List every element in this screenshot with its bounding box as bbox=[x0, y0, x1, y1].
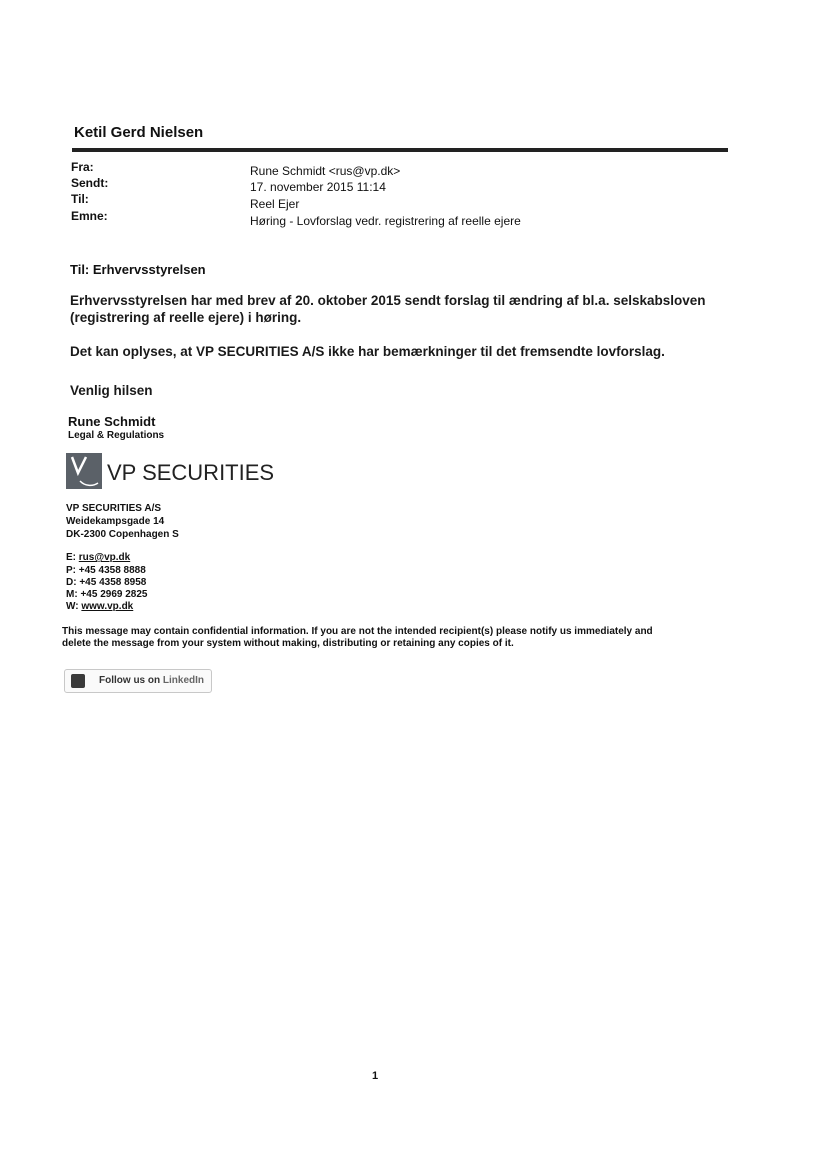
web-link[interactable]: www.vp.dk bbox=[81, 601, 134, 612]
page-number: 1 bbox=[372, 1070, 379, 1082]
recipient-heading: Til: Erhvervsstyrelsen bbox=[70, 262, 206, 277]
linkedin-icon bbox=[71, 674, 85, 688]
email-link[interactable]: rus@vp.dk bbox=[78, 552, 131, 563]
disclaimer-line-1: This message may contain confidential information. If you are not the intended recipient(s) please notify us immediately and bbox=[62, 626, 653, 637]
title-divider bbox=[72, 148, 728, 152]
email-label: E: bbox=[66, 552, 76, 563]
web-row bbox=[66, 600, 133, 613]
linkedin-follow-text: Follow us on bbox=[99, 675, 161, 686]
web-label: W: bbox=[66, 601, 79, 612]
linkedin-brand: LinkedIn bbox=[162, 675, 205, 686]
company-name: VP SECURITIES A/S bbox=[66, 503, 162, 514]
company-city: DK-2300 Copenhagen S bbox=[66, 529, 179, 540]
email-row bbox=[66, 551, 130, 564]
body-paragraph-1-line-1: Erhvervsstyrelsen har med brev af 20. oktober 2015 sendt forslag til ændring af bl.a. selskabsloven bbox=[70, 293, 706, 308]
phone-value: +45 4358 8888 bbox=[78, 565, 146, 576]
linkedin-follow-label bbox=[99, 675, 204, 686]
company-street: Weidekampsgade 14 bbox=[66, 516, 165, 527]
direct-value: +45 4358 8958 bbox=[79, 577, 147, 588]
disclaimer-line-2: delete the message from your system without making, distributing or retaining any copies of it. bbox=[62, 638, 514, 649]
confidentiality-disclaimer bbox=[62, 626, 712, 650]
signature-department: Legal & Regulations bbox=[68, 430, 165, 441]
signature-name: Rune Schmidt bbox=[68, 414, 156, 429]
phone-label: P: bbox=[66, 565, 76, 576]
linkedin-follow-button[interactable] bbox=[64, 669, 212, 693]
closing: Venlig hilsen bbox=[70, 383, 153, 398]
sender-name: Ketil Gerd Nielsen bbox=[74, 124, 204, 141]
sent-label: Sendt: bbox=[71, 176, 109, 190]
company-logo-text: VP SECURITIES bbox=[107, 460, 275, 485]
direct-label: D: bbox=[66, 577, 77, 588]
body-paragraph-2: Det kan oplyses, at VP SECURITIES A/S ikke har bemærkninger til det fremsendte lovforslag. bbox=[70, 344, 665, 359]
to-label: Til: bbox=[71, 192, 89, 206]
mobile-label: M: bbox=[66, 589, 78, 600]
from-label: Fra: bbox=[71, 160, 94, 174]
mobile-value: +45 2969 2825 bbox=[80, 589, 148, 600]
sent-value: 17. november 2015 11:14 bbox=[250, 180, 386, 194]
to-value: Reel Ejer bbox=[250, 197, 300, 211]
body-paragraph-1-line-2: (registrering af reelle ejere) i høring. bbox=[70, 310, 302, 325]
subject-value: Høring - Lovforslag vedr. registrering af reelle ejere bbox=[250, 214, 521, 228]
from-value: Rune Schmidt <rus@vp.dk> bbox=[250, 164, 401, 178]
subject-label: Emne: bbox=[71, 209, 108, 223]
vp-logo-icon bbox=[66, 453, 102, 489]
